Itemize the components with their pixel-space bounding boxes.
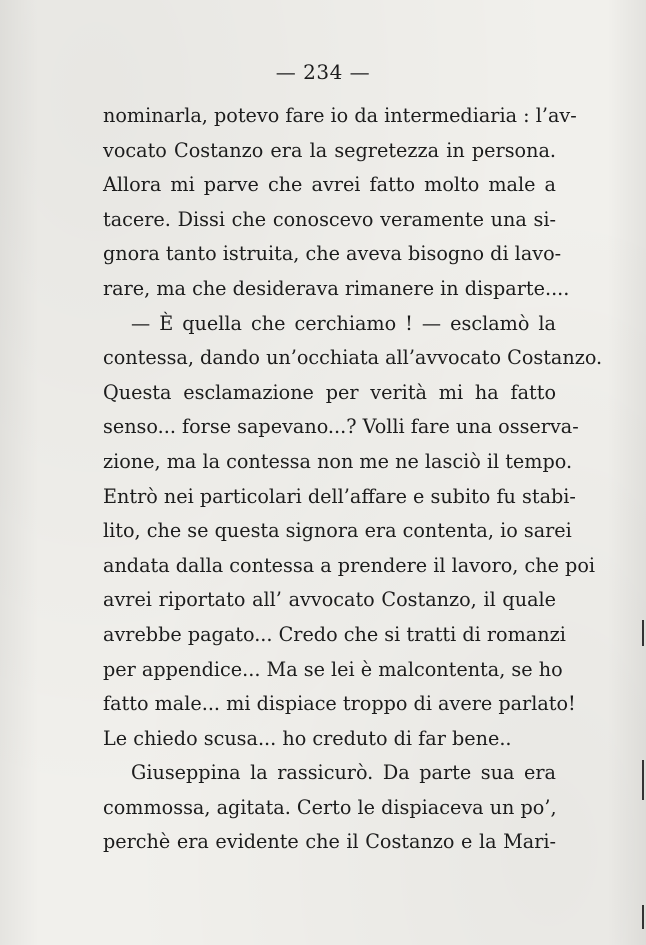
- text-line: Giuseppina la rassicurò. Da parte sua era: [131, 761, 556, 785]
- text-line: vocato Costanzo era la segretezza in persona.: [103, 138, 556, 162]
- text-line: tacere. Dissi che conoscevo veramente una si-: [103, 207, 556, 231]
- text-line: nominarla, potevo fare io da intermediaria : l’av-: [103, 104, 577, 127]
- body-text: [103, 99, 603, 860]
- scan-edge-mark: [642, 620, 644, 646]
- text-line: senso... forse sapevano...? Volli fare una osserva-: [103, 415, 579, 439]
- text-line: Questa esclamazione per verità mi ha fatto: [103, 380, 556, 404]
- text-line: contessa, dando un’occhiata all’avvocato Costanzo.: [103, 346, 603, 370]
- page-number: — 234 —: [275, 60, 371, 84]
- text-line: Allora mi parve che avrei fatto molto male a: [103, 173, 556, 197]
- text-line: avrei riportato all’ avvocato Costanzo, il quale: [103, 588, 556, 612]
- text-line: andata dalla contessa a prendere il lavoro, che poi: [103, 553, 596, 577]
- text-line: zione, ma la contessa non me ne lasciò il tempo.: [103, 449, 573, 473]
- text-line: rare, ma che desiderava rimanere in disparte....: [103, 276, 570, 300]
- text-line: Le chiedo scusa... ho creduto di far bene..: [103, 726, 512, 750]
- text-line: Entrò nei particolari dell’affare e subito fu stabi-: [103, 484, 576, 508]
- text-line: fatto male... mi dispiace troppo di avere parlato!: [103, 692, 576, 716]
- text-line: gnora tanto istruita, che aveva bisogno di lavo-: [103, 242, 562, 266]
- text-line: perchè era evidente che il Costanzo e la Mari-: [103, 830, 556, 854]
- text-line: commossa, agitata. Certo le dispiaceva un po’,: [103, 795, 557, 819]
- text-line: avrebbe pagato... Credo che si tratti di romanzi: [103, 622, 566, 646]
- text-line: per appendice... Ma se lei è malcontenta, se ho: [103, 657, 563, 681]
- scan-edge-mark: [642, 905, 644, 929]
- text-line: lito, che se questa signora era contenta, io sarei: [103, 519, 572, 543]
- text-line: — È quella che cerchiamo ! — esclamò la: [131, 311, 556, 335]
- scan-edge-mark: [642, 760, 644, 800]
